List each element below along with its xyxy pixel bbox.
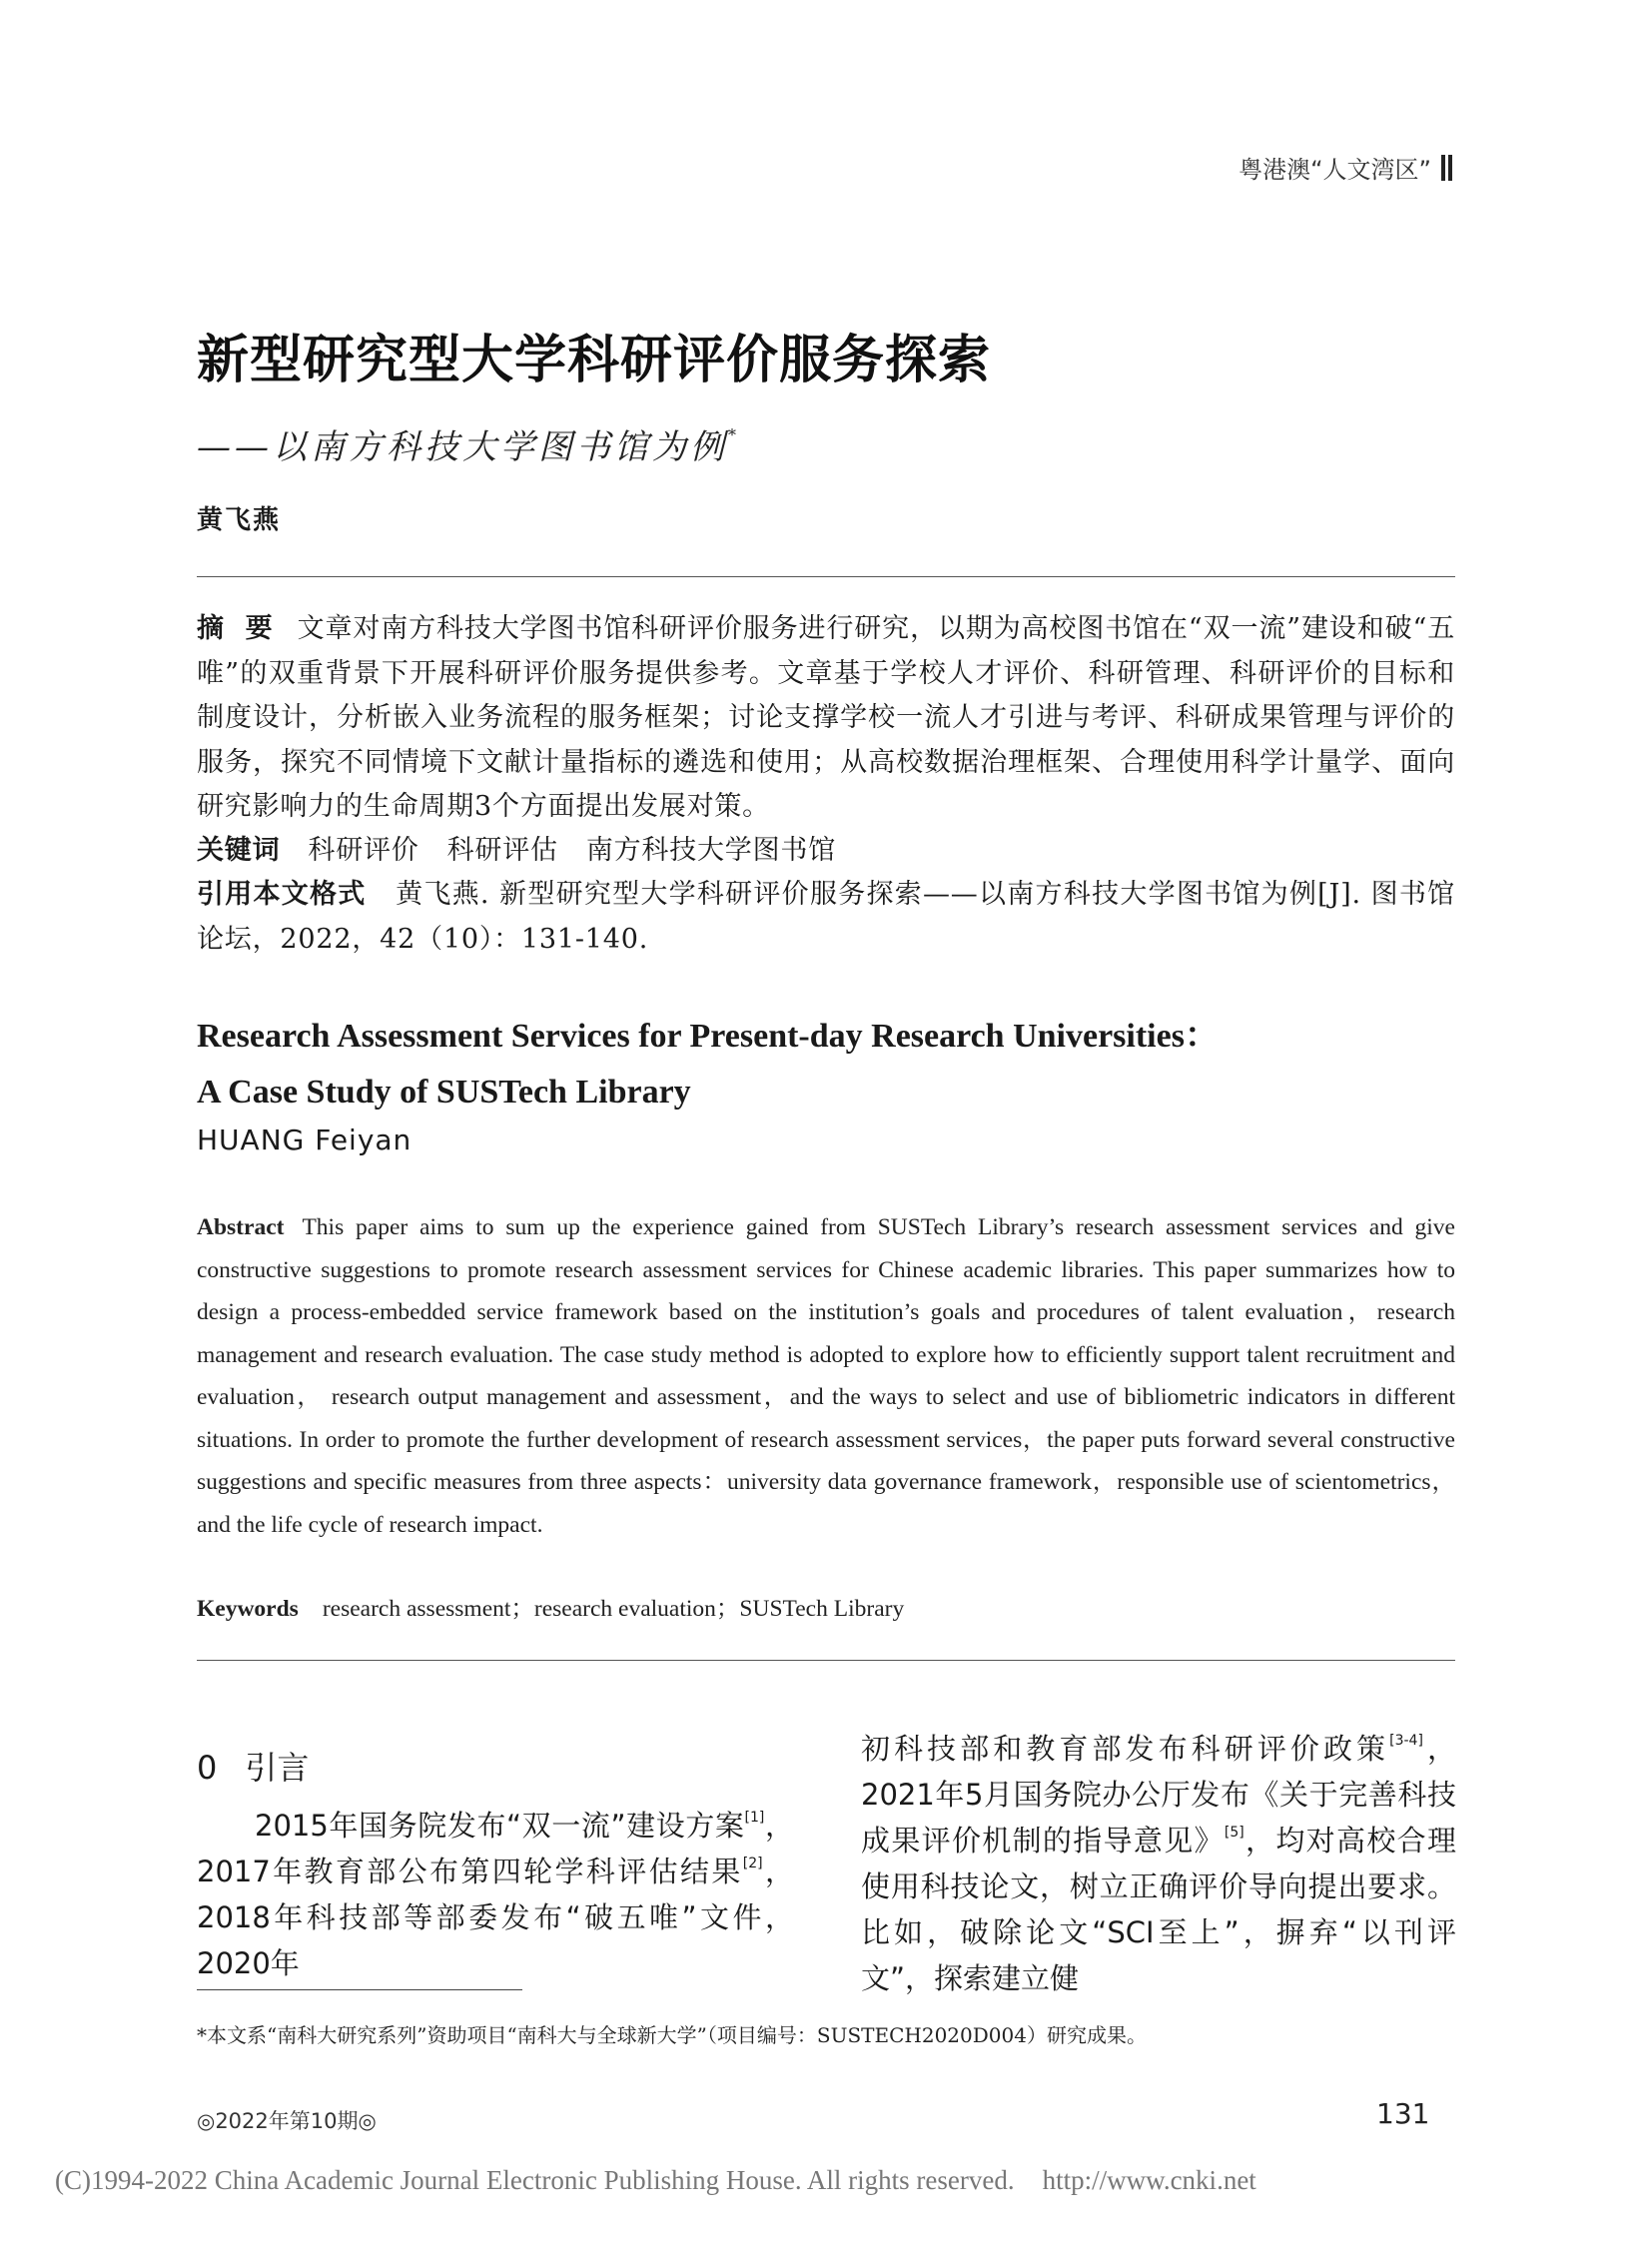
body-text: 初科技部和教育部发布科研评价政策 [861,1732,1390,1766]
top-divider [197,576,1455,577]
copyright-url[interactable]: http://www.cnki.net [1042,2165,1256,2195]
citation-ref: [3-4] [1389,1733,1423,1749]
running-title: 粤港澳“人文湾区” [1239,156,1431,184]
abstract-zh-text: 文章对南方科技大学图书馆科研评价服务进行研究，以期为高校图书馆在“双一流”建设和破“五唯”的双重背景下开展科研评价服务提供参考。文章基于学校人才评价、科研管理、科研评价的目标和制度设计，分析嵌入业务流程的服务框架；讨论支撑学校一流人才引进与考评、科研成果管理与评价的服务，探究不同情境下文献计量指标的遴选和使用；从高校数据治理框架、合理使用科学计量学、面向研究影响力的生命周期3个方面提出发展对策。 [197,613,1455,822]
keywords-en-label: Keywords [197,1596,299,1622]
keyword-zh: 南方科技大学图书馆 [585,835,837,866]
keyword-zh: 科研评估 [446,835,558,866]
section-number: 0 [197,1749,218,1787]
body-text: ，2021年5月国务院办公厅发布《关于完善科技成果评价机制的指导意见》 [861,1732,1456,1858]
article-title-zh: 新型研究型大学科研评价服务探索 [197,331,992,390]
keyword-zh: 科研评价 [308,835,419,866]
keywords-zh-label: 关键词 [197,835,281,866]
citation-ref: [2] [742,1856,763,1871]
body-text: 2015年国务院发布“双一流”建设方案 [255,1809,745,1843]
copyright-text: (C)1994-2022 China Academic Journal Electronic Publishing House. All rights reserved. [55,2165,1015,2195]
page-number: 131 [1376,2097,1430,2130]
author-en: HUANG Feiyan [197,1123,413,1156]
keywords-zh [197,829,1455,874]
footnote: *本文系“南科大研究系列”资助项目“南科大与全球新大学”（项目编号：SUSTECH2020D004）研究成果。 [197,2023,1147,2047]
citation-format [197,873,1455,962]
section-heading [197,1743,309,1789]
keywords-en [197,1589,904,1623]
body-text: ，均对高校合理使用科技论文，树立正确评价导向提出要求。比如，破除论文“SCI至上”，摒弃“以刊评文”，探索建立健 [861,1824,1456,1995]
issue-label: ◎2022年第10期◎ [197,2109,377,2133]
citation-ref: [5] [1224,1825,1244,1841]
subtitle-footnote-mark: * [728,425,736,444]
author-zh: 黄飞燕 [197,505,282,535]
article-subtitle-zh [197,419,736,468]
abstract-en [197,1206,1455,1546]
abstract-en-label: Abstract [197,1214,285,1240]
body-text: ，2018年科技部等部委发布“破五唯”文件，2020年 [197,1855,794,1980]
body-text: ，2017年教育部公布第四轮学科评估结果 [197,1809,794,1888]
citation-text: 黄飞燕. 新型研究型大学科研评价服务探索——以南方科技大学图书馆为例[J]. 图书馆论坛，2022，42（10）：131-140. [197,879,1455,955]
subtitle-text: ——以南方科技大学图书馆为例 [197,427,728,467]
keywords-en-text: research assessment；research evaluation；SUSTech Library [322,1596,905,1622]
article-title-en [197,1009,1455,1120]
abstract-zh-label: 摘 要 [197,613,279,644]
citation-ref: [1] [744,1810,765,1826]
abstract-zh [197,607,1455,830]
copyright-line [55,2165,1256,2196]
header-bars-icon [1441,155,1452,181]
bottom-divider [197,1660,1455,1661]
title-en-line2: A Case Study of SUSTech Library [197,1074,691,1111]
abstract-en-text: This paper aims to sum up the experience gained from SUSTech Library’s research assessment services and give constructive suggestions to promote research assessment services for Chinese academic libraries. This paper summarizes how to design a process-embedded service framework based on the institution’s goals and procedures of talent evaluation，research management and research evaluation. The case study method is adopted to explore how to efficiently support talent recruitment and evaluation， research output management and assessment，and the ways to select and use of bibliometric indicators in different situations. In order to promote the further development of research assessment services，the paper puts forward several constructive suggestions and specific measures from three aspects：university data governance framework，responsible use of scientometrics，and the life cycle of research impact. [197,1214,1455,1538]
title-en-line1: Research Assessment Services for Present-day Research Universities： [197,1018,1219,1055]
running-header [1239,150,1452,185]
body-column-left [197,1803,794,1986]
footnote-divider [197,1989,522,1990]
body-column-right [861,1726,1456,2001]
citation-label: 引用本文格式 [197,879,367,910]
section-title: 引言 [245,1749,310,1787]
